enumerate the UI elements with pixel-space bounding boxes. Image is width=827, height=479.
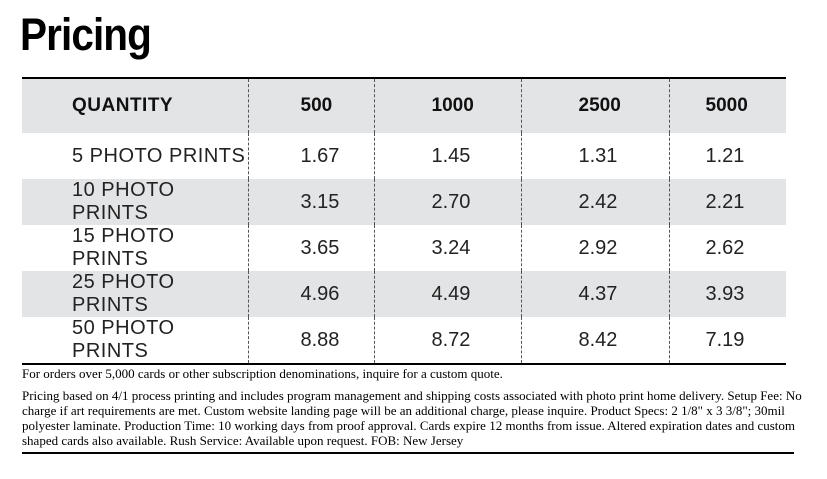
price-cell: 1.31 [521,133,669,179]
table-row [22,179,786,225]
pricing-table [22,79,786,363]
price-cell: 8.42 [521,317,669,363]
price-cell: 3.15 [248,179,374,225]
price-cell: 2.21 [669,179,786,225]
row-label: 15 PHOTO PRINTS [72,225,175,270]
price-cell: 3.93 [669,271,786,317]
price-cell: 7.19 [669,317,786,363]
price-cell: 3.65 [248,225,374,271]
table-bottom-rule [22,363,786,365]
page-title: Pricing [20,9,151,60]
header-qty-500: 500 [248,79,374,133]
header-quantity: QUANTITY [22,79,248,133]
price-cell: 1.21 [669,133,786,179]
price-cell: 8.72 [374,317,521,363]
row-label: 10 PHOTO PRINTS [22,179,248,225]
price-cell: 2.62 [669,225,786,271]
price-cell: 1.45 [374,133,521,179]
price-cell: 8.88 [248,317,374,363]
pricing-details-note: Pricing based on 4/1 process printing and includes program management and shipping costs associated with photo print home delivery. Setup Fee: No charge if art requirements are met. Custom website landing page will be an additional charge, please inquire. Product Specs: 2 1/8" x 3 3/8"; 30mil polyester laminate. Production Time: 10 working days from proof approval. Cards expire 12 months from issue. Altered expiration dates and custom shaped cards also available. Rush Service: Available upon request. FOB: New Jersey [22,388,802,448]
table-header-row [22,79,786,133]
custom-quote-note: For orders over 5,000 cards or other subscription denominations, inquire for a custom quote. [22,366,503,381]
price-cell: 3.24 [374,225,521,271]
header-qty-1000: 1000 [374,79,521,133]
pricing-notes [22,366,812,448]
price-cell: 4.49 [374,271,521,317]
row-label: 50 PHOTO PRINTS [72,317,175,362]
price-cell: 1.67 [248,133,374,179]
table-row [22,133,786,179]
table-row [22,271,786,317]
notes-bottom-rule [22,452,794,454]
row-label: 25 PHOTO PRINTS [22,271,248,317]
row-label: 5 PHOTO PRINTS [72,144,246,167]
table-row [22,317,786,363]
price-cell: 2.70 [374,179,521,225]
table-row [22,225,786,271]
pricing-table-container [22,77,786,365]
price-cell: 2.92 [521,225,669,271]
header-qty-2500: 2500 [521,79,669,133]
price-cell: 4.96 [248,271,374,317]
header-qty-5000: 5000 [669,79,786,133]
price-cell: 4.37 [521,271,669,317]
price-cell: 2.42 [521,179,669,225]
